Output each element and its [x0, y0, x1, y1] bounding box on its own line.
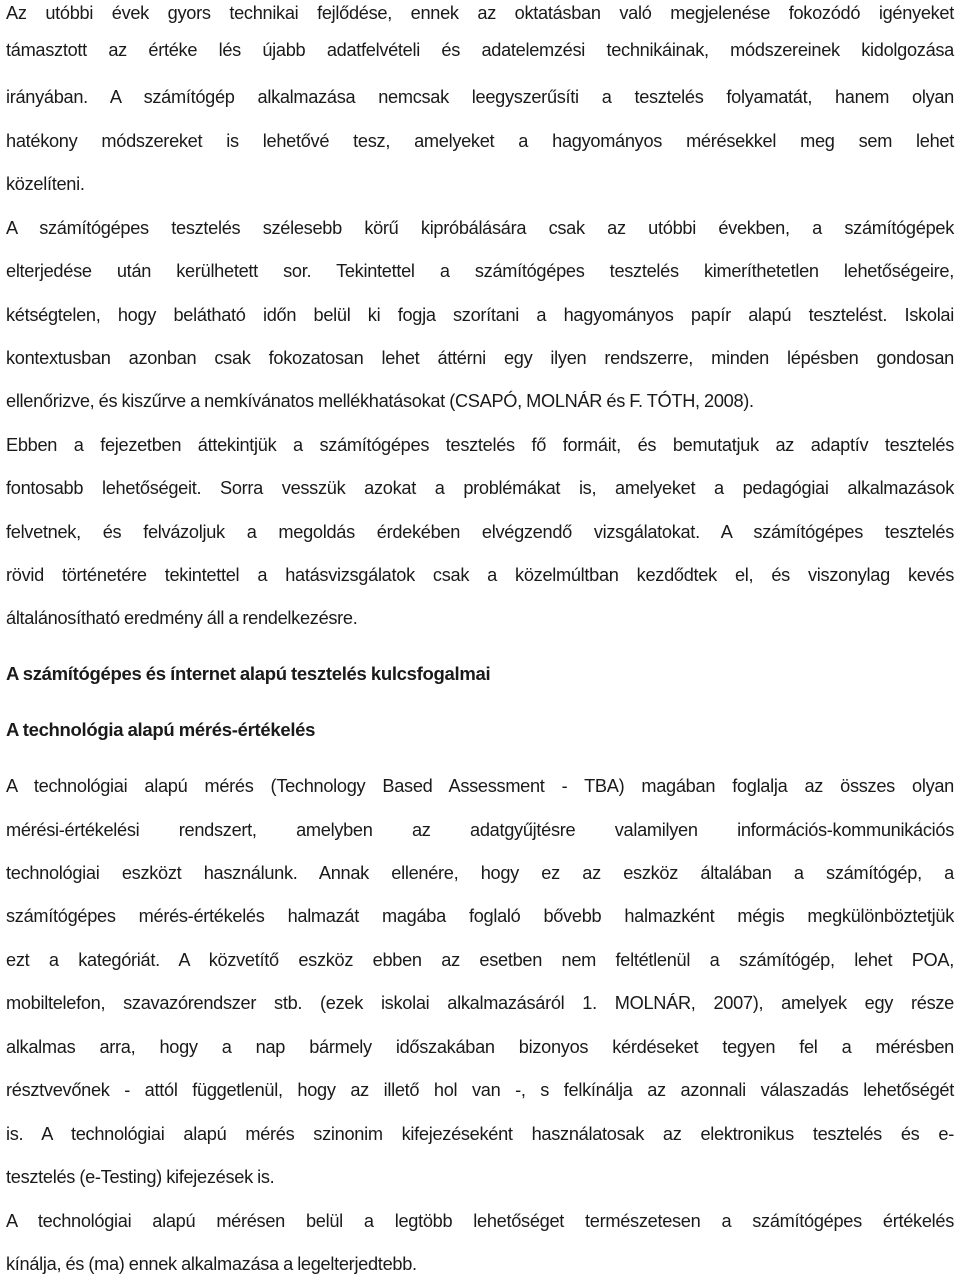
- paragraph-2-line-4: kontextusban azonban csak fokozatosan lehet áttérni egy ilyen rendszerre, minden lépésben gondosan: [6, 348, 954, 368]
- paragraph-2-line-2: elterjedése után kerülhetett sor. Tekintettel a számítógépes tesztelés kimeríthetetlen lehetőségeire,: [6, 261, 954, 281]
- paragraph-3-line-5: általánosítható eredmény áll a rendelkezésre.: [6, 608, 358, 628]
- subsection-heading: A technológia alapú mérés-értékelés: [6, 719, 316, 740]
- paragraph-2-line-1: A számítógépes tesztelés szélesebb körű kipróbálására csak az utóbbi években, a számítógépek: [6, 218, 954, 238]
- section-heading: A számítógépes és ínternet alapú tesztelés kulcsfogalmai: [6, 663, 491, 684]
- paragraph-4-line-7: alkalmas arra, hogy a nap bármely időszakában bizonyos kérdéseket tegyen fel a mérésben: [6, 1037, 954, 1057]
- paragraph-4-line-1: A technológiai alapú mérés (Technology Based Assessment - TBA) magában foglalja az összes olyan: [6, 776, 954, 796]
- paragraph-3-line-3: felvetnek, és felvázoljuk a megoldás érdekében elvégzendő vizsgálatokat. A számítógépes tesztelés: [6, 522, 954, 542]
- paragraph-5-line-2: kínálja, és (ma) ennek alkalmazása a legelterjedtebb.: [6, 1254, 417, 1274]
- paragraph-3-line-4: rövid történetére tekintettel a hatásvizsgálatok csak a közelmúltban kezdődtek el, és viszonylag kevés: [6, 565, 954, 585]
- paragraph-2-line-3: kétségtelen, hogy belátható időn belül ki fogja szorítani a hagyományos papír alapú tesztelést. Iskolai: [6, 305, 954, 325]
- paragraph-4-line-10: tesztelés (e-Testing) kifejezések is.: [6, 1167, 275, 1187]
- paragraph-1-line-3: irányában. A számítógép alkalmazása nemcsak leegyszerűsíti a tesztelés folyamatát, hanem olyan: [6, 87, 954, 107]
- paragraph-1-line-2: támasztott az értéke lés újabb adatfelvételi és adatelemzési technikáinak, módszereinek kidolgozása: [6, 40, 954, 60]
- paragraph-4-line-9: is. A technológiai alapú mérés szinonim kifejezéseként használatosak az elektronikus tesztelés és e-: [6, 1124, 954, 1144]
- paragraph-3-line-1: Ebben a fejezetben áttekintjük a számítógépes tesztelés fő formáit, és bemutatjuk az adaptív tesztelés: [6, 435, 954, 455]
- paragraph-4-line-2: mérési-értékelési rendszert, amelyben az adatgyűjtésre valamilyen információs-kommunikációs: [6, 820, 954, 840]
- paragraph-1-line-4: hatékony módszereket is lehetővé tesz, amelyeket a hagyományos mérésekkel meg sem lehet: [6, 131, 954, 151]
- paragraph-4-line-5: ezt a kategóriát. A közvetítő eszköz ebben az esetben nem feltétlenül a számítógép, lehet POA,: [6, 950, 954, 970]
- paragraph-1-line-1: Az utóbbi évek gyors technikai fejlődése, ennek az oktatásban való megjelenése fokozódó igényeket: [6, 3, 954, 23]
- paragraph-4-line-4: számítógépes mérés-értékelés halmazát magába foglaló bővebb halmazként mégis megkülönböztetjük: [6, 906, 954, 926]
- paragraph-1-line-5: közelíteni.: [6, 174, 85, 194]
- paragraph-4-line-8: résztvevőnek - attól függetlenül, hogy az illető hol van -, s felkínálja az azonnali válaszadás lehetőségét: [6, 1080, 954, 1100]
- paragraph-5-line-1: A technológiai alapú mérésen belül a legtöbb lehetőséget természetesen a számítógépes értékelés: [6, 1211, 954, 1231]
- paragraph-3-line-2: fontosabb lehetőségeit. Sorra vesszük azokat a problémákat is, amelyeket a pedagógiai alkalmazások: [6, 478, 954, 498]
- paragraph-2-line-5: ellenőrizve, és kiszűrve a nemkívánatos mellékhatásokat (CSAPÓ, MOLNÁR és F. TÓTH, 2008).: [6, 391, 754, 411]
- paragraph-4-line-3: technológiai eszközt használunk. Annak ellenére, hogy ez az eszköz általában a számítógép, a: [6, 863, 954, 883]
- paragraph-4-line-6: mobiltelefon, szavazórendszer stb. (ezek iskolai alkalmazásáról 1. MOLNÁR, 2007), amelyek egy része: [6, 993, 954, 1013]
